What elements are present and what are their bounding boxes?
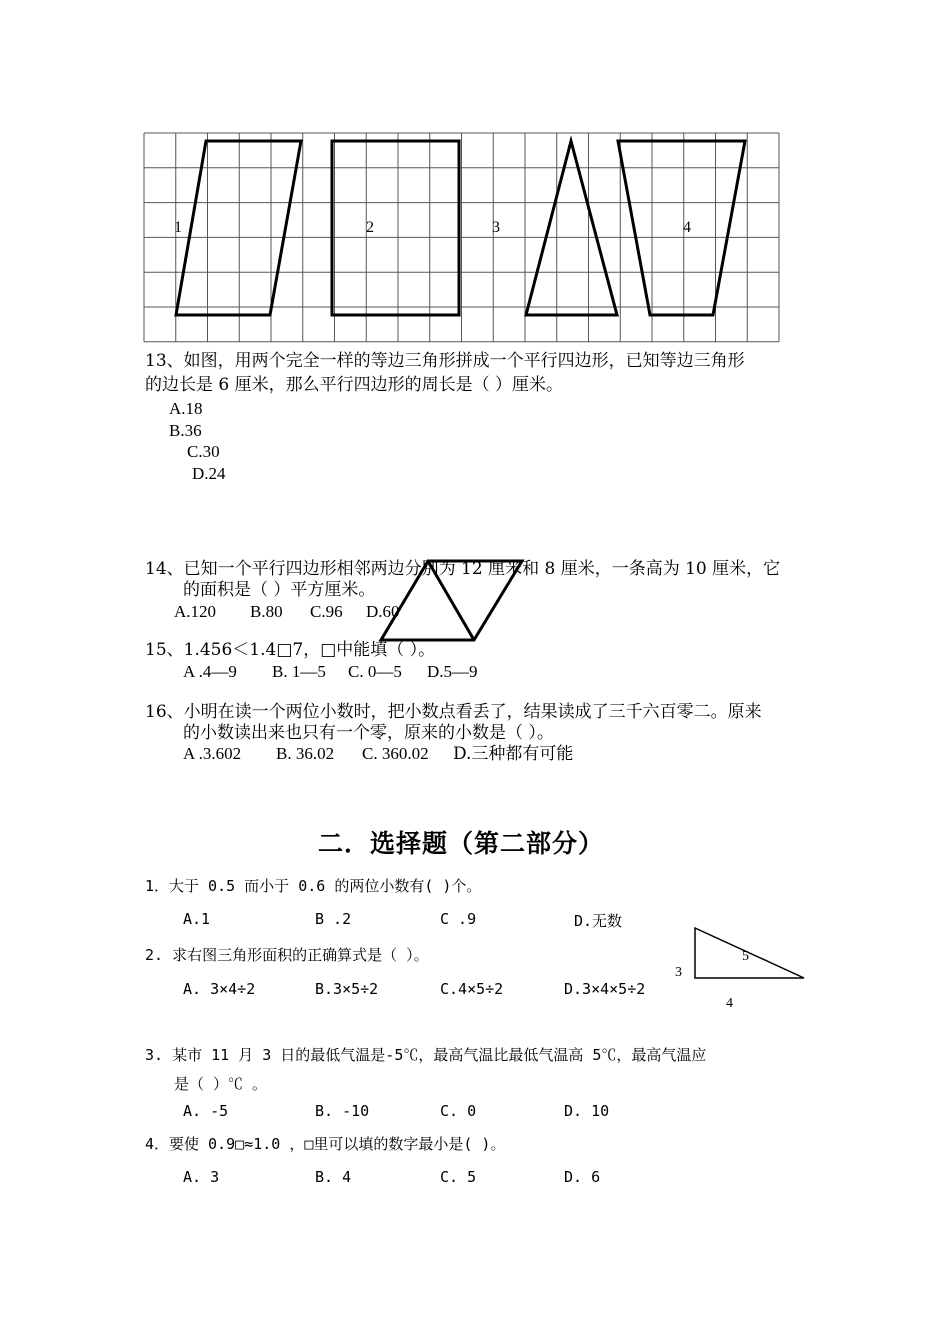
s2q4-option-a: A. 3 bbox=[183, 1168, 220, 1186]
s2q3-option-a: A. -5 bbox=[183, 1102, 229, 1120]
s2q1-option-d: D.无数 bbox=[574, 912, 623, 930]
section-heading: 二．选择题（第二部分） bbox=[318, 829, 605, 858]
q13-option-d: D.24 bbox=[192, 464, 226, 483]
q16-option-a: A .3.602 bbox=[183, 744, 242, 763]
q13-option-a: A.18 bbox=[169, 399, 203, 418]
q16-option-c: C. 360.02 bbox=[362, 744, 429, 763]
s2q3-option-b: B. -10 bbox=[315, 1102, 370, 1120]
shape-2-rectangle bbox=[332, 141, 459, 315]
s2q2-line1: 2. 求右图三角形面积的正确算式是（ ）。 bbox=[145, 946, 429, 964]
q16-line2: 的小数读出来也只有一个零，原来的小数是（ ）。 bbox=[183, 723, 554, 743]
s2q2-option-b: B.3×5÷2 bbox=[315, 980, 379, 998]
s2q1-option-b: B .2 bbox=[315, 910, 352, 928]
shape-3-triangle bbox=[526, 141, 617, 315]
shape-4-trapezoid bbox=[618, 141, 745, 315]
q15-option-b: B. 1—5 bbox=[272, 662, 326, 681]
grid-figure bbox=[143, 132, 783, 344]
q16-option-b: B. 36.02 bbox=[276, 744, 335, 763]
q13-line2: 的边长是 6 厘米，那么平行四边形的周长是（ ）厘米。 bbox=[145, 375, 564, 395]
triangle-label-hyp: 5 bbox=[742, 949, 749, 964]
s2q3-option-d: D. 10 bbox=[564, 1102, 610, 1120]
s2q3-option-c: C. 0 bbox=[440, 1102, 477, 1120]
q15-option-a: A .4—9 bbox=[183, 662, 237, 681]
q15-line1: 15、1.456＜1.4□7，□中能填（ ）。 bbox=[145, 640, 436, 660]
shape-1-parallelogram bbox=[176, 141, 301, 315]
right-triangle-figure bbox=[670, 925, 810, 1015]
q14-option-a: A.120 bbox=[174, 602, 217, 621]
s2q1-option-a: A.1 bbox=[183, 910, 211, 928]
shape-label-2: 2 bbox=[366, 219, 374, 236]
s2q4-line1: 4．要使 0.9□≈1.0 ，□里可以填的数字最小是( )。 bbox=[145, 1135, 506, 1153]
s2q3-line1: 3. 某市 11 月 3 日的最低气温是-5℃，最高气温比最低气温高 5℃，最高气温应 bbox=[145, 1046, 707, 1064]
shape-label-1: 1 bbox=[174, 219, 182, 236]
q13-option-c: C.30 bbox=[187, 442, 220, 461]
s2q4-option-d: D. 6 bbox=[564, 1168, 601, 1186]
s2q1-line1: 1．大于 0.5 而小于 0.6 的两位小数有( )个。 bbox=[145, 877, 482, 895]
shape-label-4: 4 bbox=[683, 219, 691, 236]
triangle-label-left: 3 bbox=[675, 965, 682, 980]
q15-option-d: D.5—9 bbox=[427, 662, 478, 681]
s2q4-option-c: C. 5 bbox=[440, 1168, 477, 1186]
q14-option-b: B.80 bbox=[250, 602, 283, 621]
q14-option-c: C.96 bbox=[310, 602, 343, 621]
q13-option-b: B.36 bbox=[169, 421, 202, 440]
s2q2-option-c: C.4×5÷2 bbox=[440, 980, 504, 998]
s2q4-option-b: B. 4 bbox=[315, 1168, 352, 1186]
q15-option-c: C. 0—5 bbox=[348, 662, 402, 681]
s2q1-option-c: C .9 bbox=[440, 910, 477, 928]
q16-option-d: D.三种都有可能 bbox=[453, 744, 574, 764]
q16-line1: 16、小明在读一个两位小数时，把小数点看丢了，结果读成了三千六百零二。原来 bbox=[145, 702, 762, 722]
s2q3-line2: 是（ ）℃ 。 bbox=[174, 1075, 268, 1093]
s2q2-option-a: A. 3×4÷2 bbox=[183, 980, 256, 998]
q13-line1: 13、如图，用两个完全一样的等边三角形拼成一个平行四边形，已知等边三角形 bbox=[145, 351, 745, 371]
shape-label-3: 3 bbox=[492, 219, 500, 236]
s2q2-option-d: D.3×4×5÷2 bbox=[564, 980, 646, 998]
q14-option-d: D.60 bbox=[366, 602, 400, 621]
q14-line1: 14、已知一个平行四边形相邻两边分别为 12 厘米和 8 厘米，一条高为 10 厘米，它 bbox=[145, 559, 781, 579]
triangle-label-bottom: 4 bbox=[726, 996, 733, 1011]
q14-line2: 的面积是（ ）平方厘米。 bbox=[183, 580, 376, 600]
